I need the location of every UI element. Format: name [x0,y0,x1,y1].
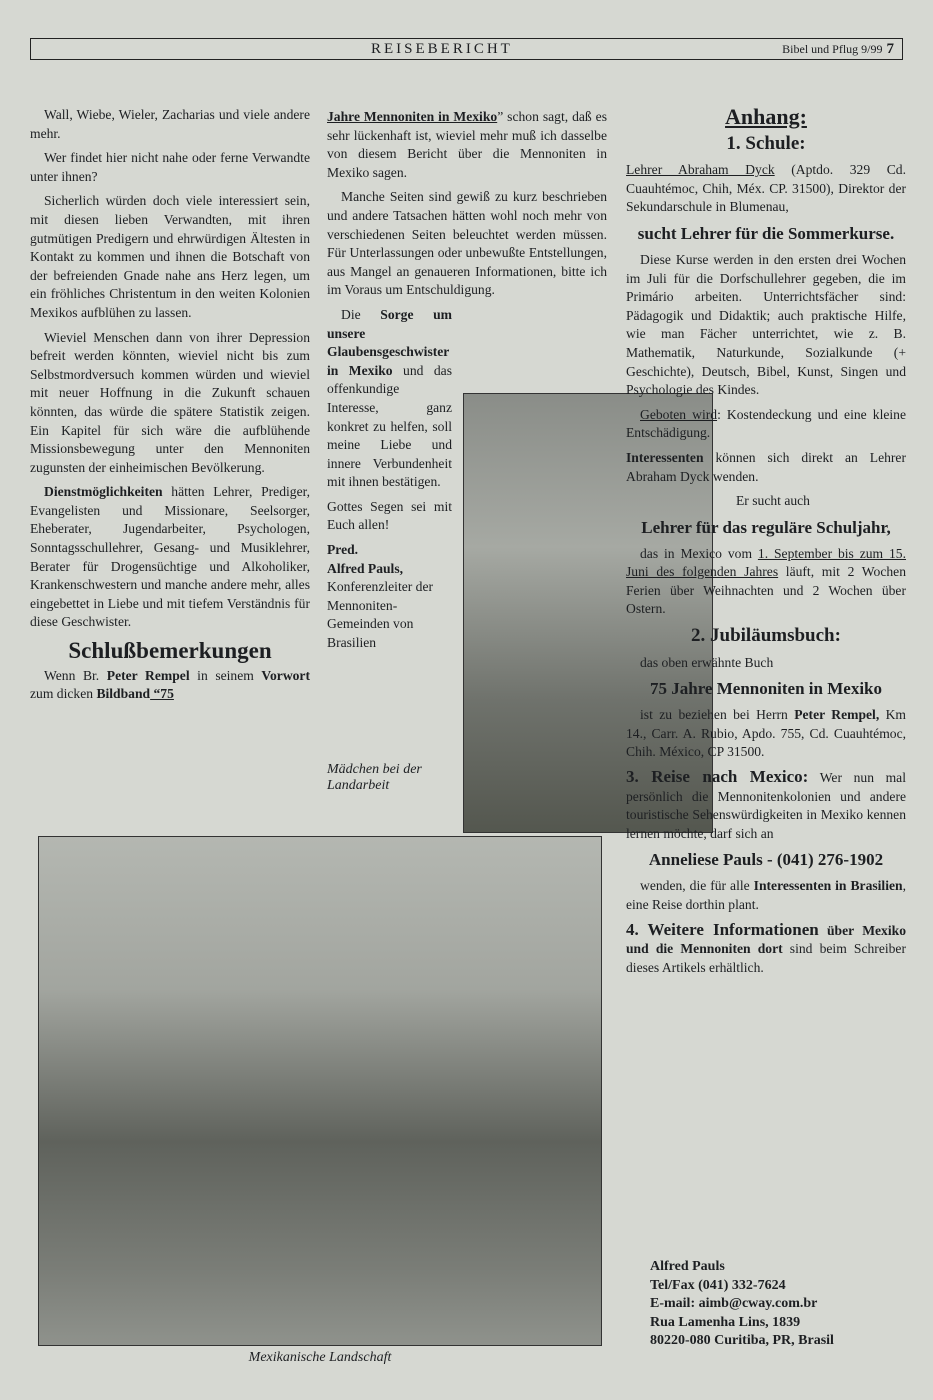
text: in seinem [189,667,262,683]
paragraph: Wieviel Menschen dann von ihrer Depression befreit werden könnten, wieviel nicht bis zum Selbstmordversuch kommen würden und wieviel mit neuer Hoffnung in die Zukunft schauen könnten, das würde die spätere Statistik zeigen. Ein Kapitel für sich wäre die aufblühende Missionsbewegung unter den Mennoniten zugunsten der einheimischen Bevölkerung. [30,329,310,475]
highlight: Lehrer für das reguläre Schuljahr, [641,517,891,537]
column-3 [626,104,907,983]
paragraph [626,161,906,217]
bold-term: “75 [150,686,174,702]
text: Km 14., Carr. A. Rubio, Apdo. 755, Cd. Cuauhtémoc, Chih. México, CP 31500. [626,707,906,760]
bold-term: Peter Rempel [106,667,190,683]
text: Wer nun mal persönlich die Mennonitenkolonien und andere touristische Sehenswürdigkeiten in Mexiko kennen lernen möchte, darf sich an [626,770,906,841]
text: zum dicken [30,686,97,702]
photo-mexican-landscape [38,836,602,1346]
column-1 [30,106,310,710]
bold-term: Interessenten [626,449,704,465]
page-header [30,38,903,60]
bold-term: Sorge um unsere Glaubensgeschwister in Mexiko [327,306,452,378]
name: Lehrer Abraham Dyck [626,162,775,178]
text: und das offenkundige Interesse, ganz konkret zu helfen, soll meine Liebe und innere Verbundenheit mit ihnen bestätigen. [327,362,453,490]
bold-term: Peter Rempel, [794,707,880,723]
paragraph [626,921,906,978]
text: läuft, mit 2 Wochen Ferien über Weihnachten und 2 Wochen über Ostern. [626,564,906,617]
contact-line: E-mail: aimb@cway.com.br [650,1296,818,1311]
heading: Schlußbemerkungen [68,638,272,664]
page-number: 7 [886,41,894,57]
appendix-heading: Anhang: [725,104,807,129]
text: können sich direkt an Lehrer Abraham Dyck wenden. [626,449,906,484]
paragraph: Sicherlich würden doch viele interessiert sein, mit diesen lieben Verwandten, mit ihren gutmütigen Predigern und ehrwürdigen Ältesten in Kontakt zu kommen und ihnen die Botschaft von der befreienden Gnade nahe ans Herz legen, um ein fröhliches Christentum in den weiten Kolonien Mexikos aufblühen zu lassen. [30,193,310,320]
contact-line: Tel/Fax (041) 332-7624 [650,1277,786,1293]
paragraph: Er sucht auch [736,493,810,509]
paragraph: Gottes Segen sei mit Euch allen! [327,498,452,533]
highlight: sucht Lehrer für die Sommerkurse. [637,223,895,243]
contact-highlight: Anneliese Pauls - (041) 276-1902 [648,850,884,870]
bold-term: Vorwort [261,667,310,683]
sig-role: Konferenzleiter der Mennoniten-Gemeinden von Brasilien [327,579,434,651]
contact-line: Alfred Pauls [650,1259,725,1274]
paragraph [327,306,452,492]
section-heading: 3. Reise nach Mexico: [626,767,809,787]
narrow-text [327,306,452,653]
paragraph [30,483,310,632]
paragraph [626,449,906,486]
sig-name: Alfred Pauls, [327,560,404,576]
paragraph [327,108,607,182]
section-heading: 1. Schule: [726,132,806,154]
paragraph [626,877,906,914]
bold-term: über Mexiko und die Mennoniten dort [626,922,906,957]
caption-landscape: Mexikanische Landschaft [248,1350,392,1365]
issue-label: Bibel und Pflug 9/99 [782,42,883,56]
bold-term: Dienstmöglichkeiten [44,484,163,500]
text: das in Mexico vom [640,545,758,561]
text: Geboten wird [640,406,718,422]
text: wenden, die für alle [640,878,754,894]
text: ” schon sagt, daß es sehr lückenhaft ist, wieviel mehr muß ich dasselbe von diesem Bericht über die Mennoniten in Mexiko sagen. [327,109,607,180]
book-title: Jahre Mennoniten in Mexiko [327,109,498,124]
text: ist zu beziehen bei Herrn [640,707,795,723]
paragraph: das oben erwähnte Buch [640,654,774,670]
paragraph [626,768,906,843]
paragraph: Wall, Wiebe, Wieler, Zacharias und viele andere mehr. [30,107,310,141]
bold-term: Interessenten in Brasilien [753,878,903,894]
signature [327,541,452,653]
text: , eine Reise dorthin plant. [626,878,906,912]
caption-girl: Mädchen bei der Landarbeit [327,762,422,793]
contact-line: 80220-080 Curitiba, PR, Brasil [650,1333,834,1348]
contact-block [650,1258,834,1351]
contact-line: Rua Lamenha Lins, 1839 [650,1314,801,1330]
section-heading: 2. Jubiläumsbuch: [691,625,841,647]
sig-title: Pred. [327,542,359,558]
section-heading: 4. Weitere Informationen [626,919,819,939]
text: Die [341,306,381,322]
issue-info [782,41,894,58]
book-title: 75 Jahre Mennoniten in Mexiko [649,679,883,699]
section-title: REISEBERICHT [371,41,513,57]
text: sind beim Schreiber dieses Artikels erhältlich. [626,941,906,975]
dates: 1. September bis zum 15. Juni des folgenden Jahres [626,545,907,580]
paragraph [30,667,310,704]
bold-term: Bildband [96,686,151,702]
paragraph: Diese Kurse werden in den ersten drei Wochen im Juli für die Dorfschullehrer gegeben, die im Primário arbeiten. Unterrichtsfächer sind: Pädagogik und Didaktik; auch praktische Hilfe, wie man Fächer unterrichtet, wie z. B. Mathematik, Naturkunde, Sozialkunde (+ Geschichte), Deutsch, Bibel, Kunst, Singen und Psychologie des Kindes. [626,251,906,398]
paragraph [626,706,906,762]
text: : Kostendeckung und eine kleine Entschädigung. [626,406,906,441]
paragraph [626,406,906,443]
text: (Aptdo. 329 Cd. Cuauhtémoc, Chih, Méx. CP. 31500), Direktor der Sekundarschule in Blumenau, [626,162,906,215]
paragraph [626,545,906,619]
text: Wenn Br. [44,667,107,683]
paragraph: Wer findet hier nicht nahe oder ferne Verwandte unter ihnen? [30,150,310,184]
text: hätten Lehrer, Prediger, Evangelisten und Missionare, Seelsorger, Eheberater, Jugendarbeiter, Psychologen, Sonntagsschullehrer, Gesang- und Musiklehrer, Berater für Drogensüchtige und Alkoholiker, Krankenschwestern und manche andere mehr, alles eingebettet in Liebe und mit tiefem Verständnis für diese Geschwister. [30,484,310,630]
paragraph: Manche Seiten sind gewiß zu kurz beschrieben und andere Tatsachen hätten wohl noch mehr von verschiedenen Seiten beleuchtet werden müssen. Für Unterlassungen oder unbewußte Entstellungen, aus Mangel an genaueren Informationen, bitte ich im Voraus um Entschuldigung. [327,189,607,298]
